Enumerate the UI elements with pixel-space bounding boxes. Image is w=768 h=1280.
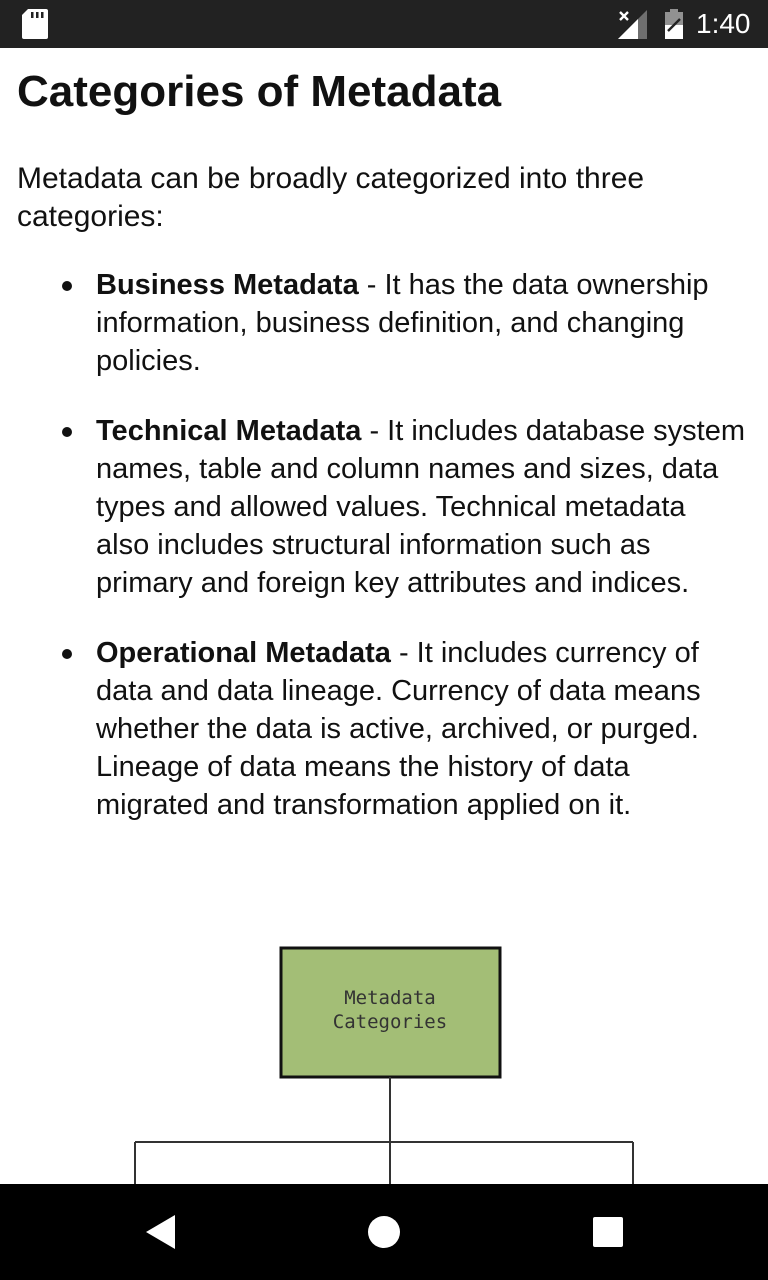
bullet-term: Technical Metadata (96, 415, 362, 447)
categories-list (0, 266, 768, 856)
back-icon[interactable] (144, 1214, 178, 1250)
home-icon[interactable] (366, 1214, 402, 1250)
bullet-text: - It has the data ownership information, business definition, and changing policies. (96, 269, 709, 377)
signal-icon (616, 10, 648, 40)
bullet-icon (62, 281, 72, 291)
status-bar (0, 0, 768, 48)
bullet-text: - It includes database system names, table and column names and sizes, data types and allowed values. Technical metadata also includes structural information such as primary and foreign key attributes and indices. (96, 415, 746, 599)
bullet-text: - It includes currency of data and data lineage. Currency of data means whether the data is active, archived, or purged. Lineage of data means the history of data migrated and transformation applied on it. (96, 637, 701, 821)
metadata-diagram (120, 940, 660, 1184)
battery-icon (664, 9, 684, 39)
bullet-term: Business Metadata (96, 269, 359, 301)
intro-paragraph: Metadata can be broadly categorized into three categories: (17, 162, 645, 233)
diagram-root-label-line1: Metadata (344, 987, 436, 1009)
bullet-term: Operational Metadata (96, 637, 391, 669)
navigation-bar (0, 1184, 768, 1280)
bullet-icon (62, 427, 72, 437)
list-item (0, 634, 746, 824)
diagram-root-label-line2: Categories (332, 1011, 448, 1033)
list-item (0, 266, 746, 380)
recents-icon[interactable] (592, 1216, 624, 1248)
page-title: Categories of Metadata (17, 67, 502, 116)
status-clock: 1:40 (696, 8, 751, 39)
bullet-icon (62, 649, 72, 659)
sd-card-icon (22, 9, 48, 39)
list-item (0, 412, 746, 602)
article-content (0, 48, 768, 1184)
